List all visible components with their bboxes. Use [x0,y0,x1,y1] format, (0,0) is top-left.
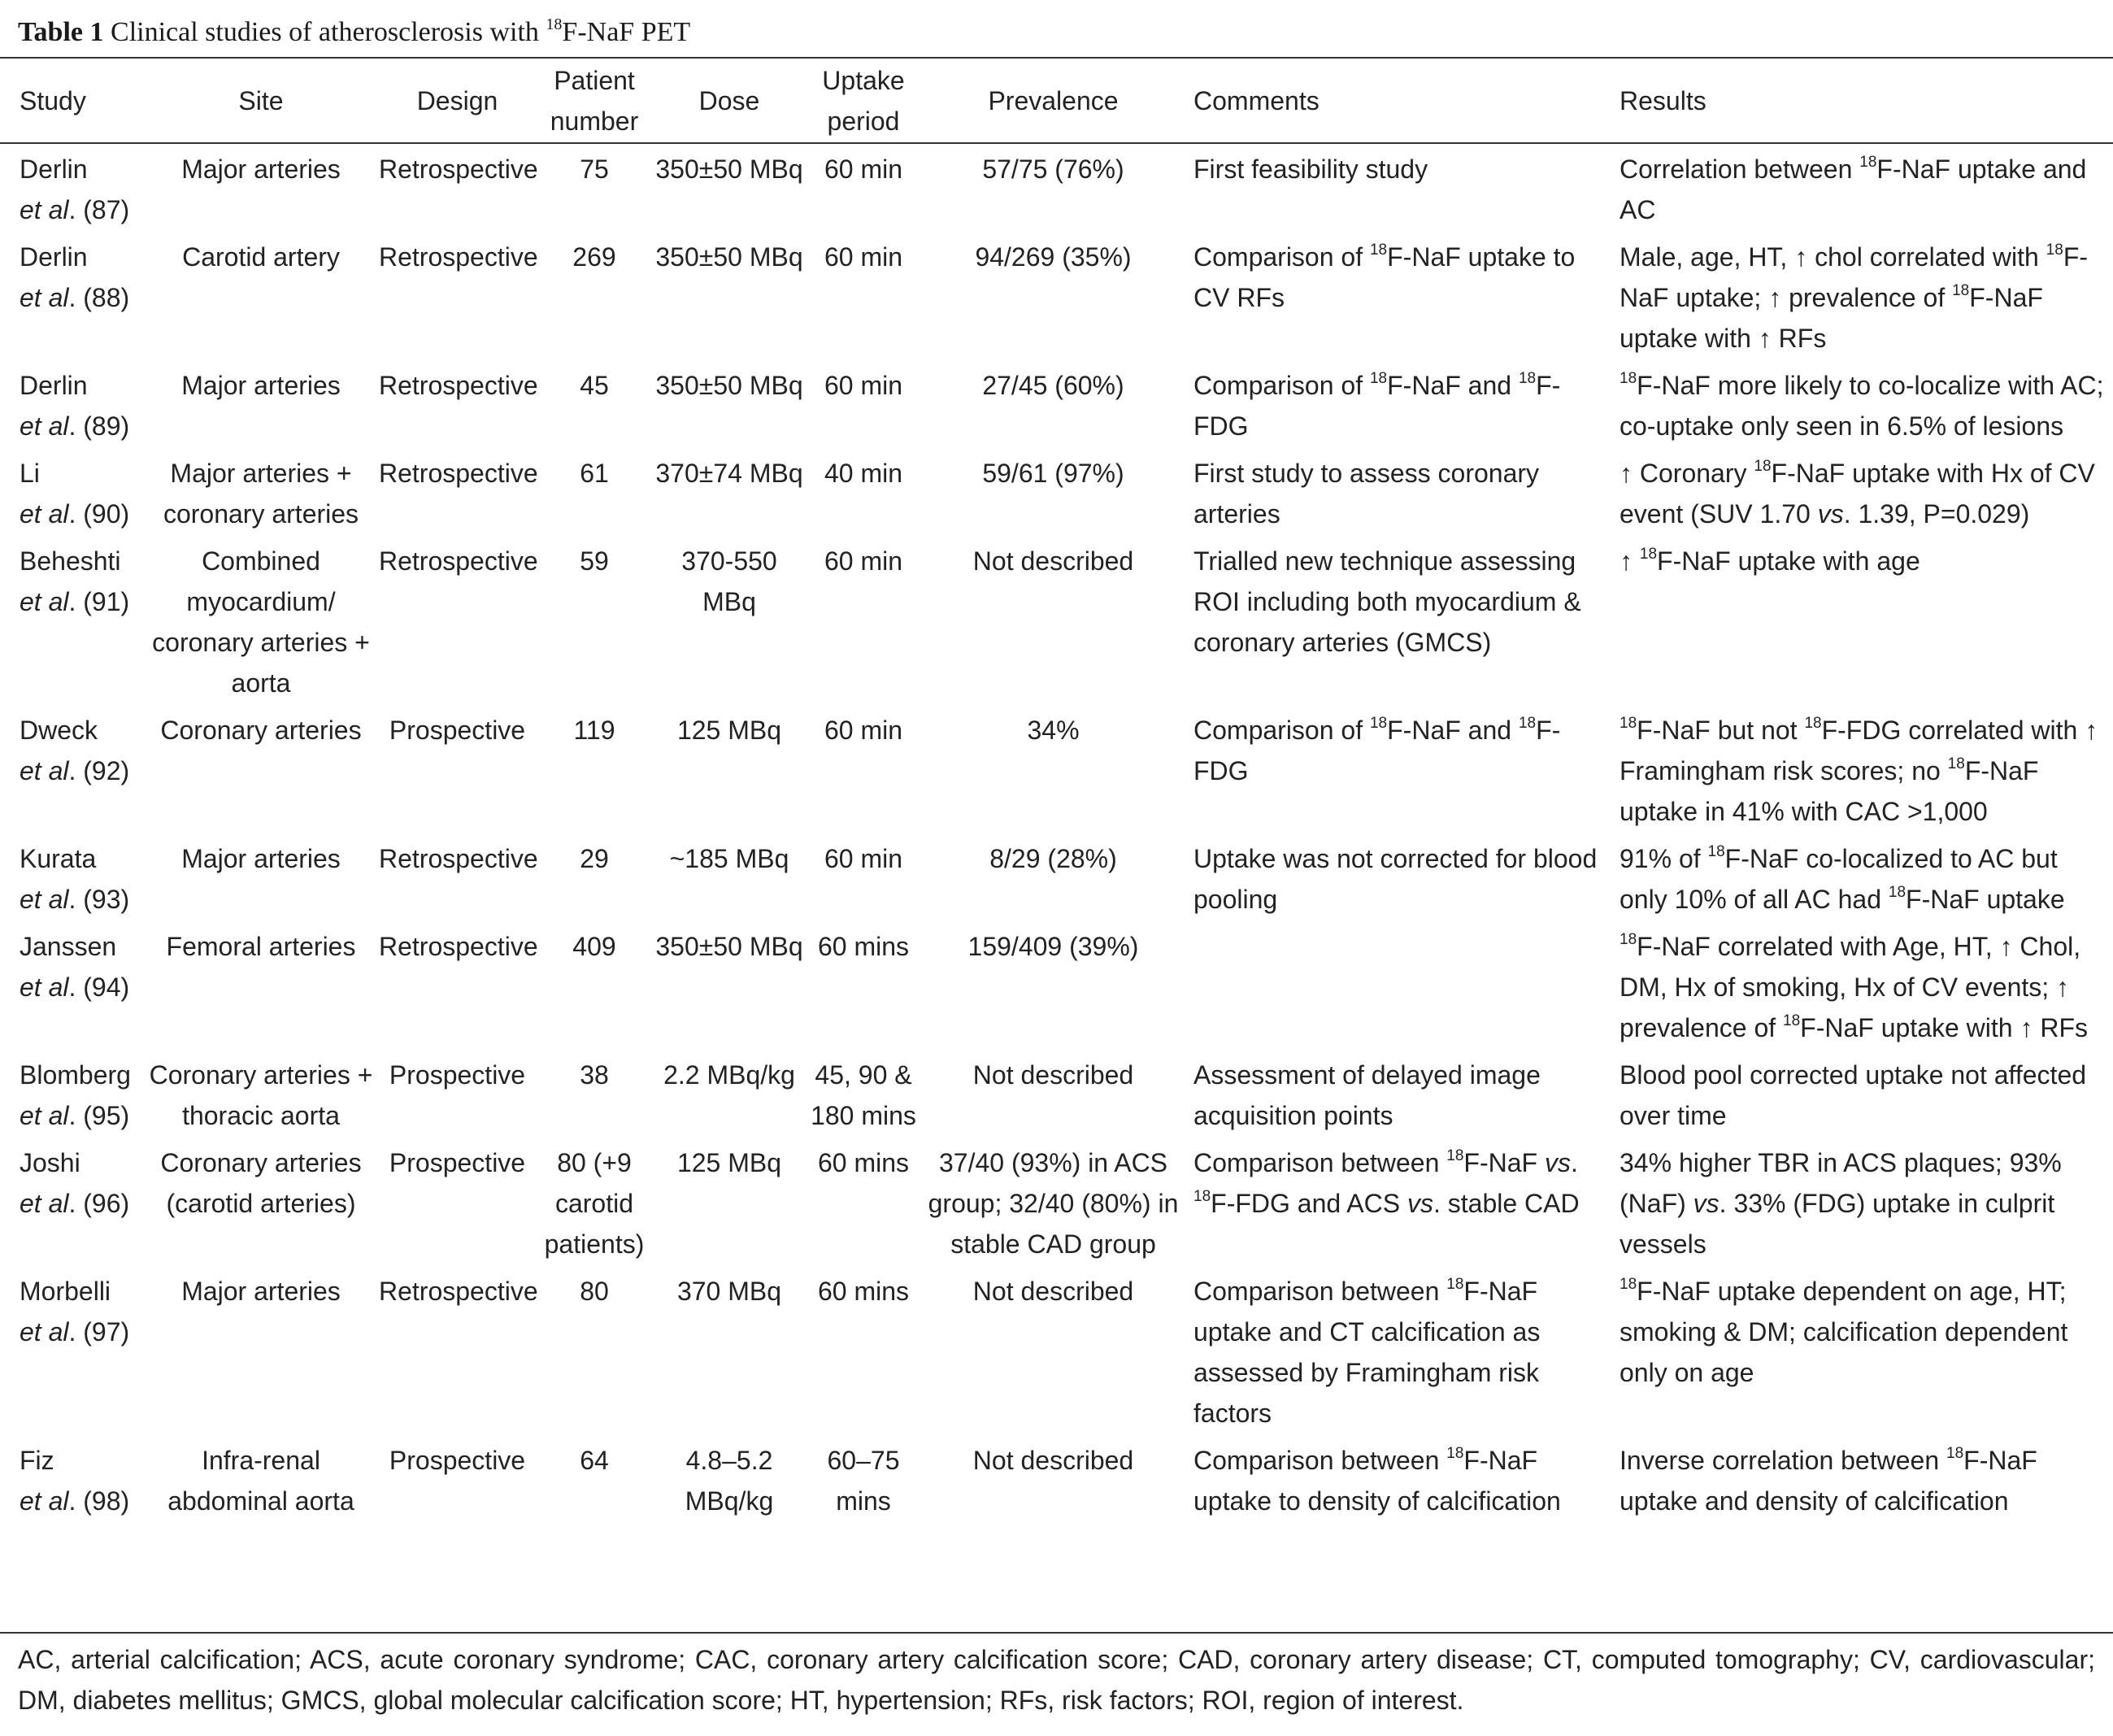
cell-design: Retrospective [379,154,538,184]
cell-design: Retrospective [379,371,538,400]
isotope-superscript: 18 [1947,755,1965,772]
header-label-line: Study [20,85,86,115]
table-row [0,142,2113,230]
cell-design: Prospective [389,1060,526,1090]
cell-patient-number: 64 [580,1446,609,1475]
study-author: Joshi [20,1148,80,1177]
italic-text: vs [1693,1189,1720,1218]
study-et-al: et al [20,1101,69,1130]
study-et-al: et al [20,499,69,529]
cell-patient-number: 119 [573,716,615,745]
cell-uptake-period: 60 min [824,844,903,873]
italic-text: vs [1406,1189,1433,1218]
cell-results: ↑ Coronary $^{18}$F-NaF uptake with Hx of CV event (SUV 1.70 vs. 1.39, P=0.029) [1620,458,2095,529]
cell-comments: First study to assess coronary arteries [1193,459,1540,529]
table-row [0,920,2113,1048]
study-et-al: et al [20,1317,69,1347]
isotope-superscript: 18 [1369,370,1388,387]
study-reference: (90) [83,499,130,529]
cell-dose: 350±50 MBq [655,242,803,272]
study-author: Morbelli [20,1277,111,1306]
caption-text: Clinical studies of atherosclerosis with [111,17,539,47]
table-row [0,1434,2113,1521]
cell-prevalence: Not described [972,546,1134,576]
cell-prevalence: 59/61 (97%) [982,459,1124,488]
table-row [0,832,2113,920]
cell-comments: First feasibility study [1193,154,1428,184]
study-et-al: et al [20,756,69,785]
study-et-al: et al [20,972,69,1002]
cell-uptake-period: 60 min [824,154,903,184]
cell-results: Male, age, HT, ↑ chol correlated with $^{18}$F-NaF uptake; ↑ prevalence of $^{18}$F-NaF uptake with ↑ RFs [1620,241,2089,353]
isotope-superscript: 18 [1946,1445,1964,1462]
studies-table [0,59,2113,1521]
cell-prevalence: 37/40 (93%) in ACS group; 32/40 (80%) in stable CAD group [928,1148,1179,1259]
cell-design: Prospective [389,716,526,745]
isotope-superscript: 18 [1620,1276,1637,1293]
cell-site: Major arteries [181,844,341,873]
cell-dose: 350±50 MBq [655,932,803,961]
cell-comments: Comparison between $^{18}$F-NaF uptake and CT calcification as assessed by Framingham risk factors [1193,1276,1541,1428]
study-et-al: et al [20,885,69,914]
cell-prevalence: 57/75 (76%) [982,154,1124,184]
study-reference: (98) [83,1486,130,1516]
header-label-line: Design [416,85,498,115]
cell-uptake-period: 60 min [824,371,903,400]
cell-design: Prospective [389,1148,526,1177]
cell-comments: Comparison of $^{18}$F-NaF uptake to CV RFs [1193,241,1576,312]
study-reference: (95) [83,1101,130,1130]
cell-site: Coronary arteries + thoracic aorta [149,1060,373,1130]
cell-uptake-period: 45, 90 & 180 mins [811,1060,916,1130]
header-results [1611,59,2113,142]
cell-uptake-period: 60 mins [817,1148,910,1177]
table-row [0,534,2113,703]
isotope-superscript: 18 [1446,1445,1464,1462]
italic-text: vs [1544,1148,1571,1177]
cell-dose: 125 MBq [676,1148,782,1177]
cell-uptake-period: 60 mins [817,1277,910,1306]
isotope-superscript: 18 [1952,282,1970,299]
cell-dose: ~185 MBq [669,844,789,873]
cell-results: Correlation between $^{18}$F-NaF uptake and AC [1620,154,2087,224]
cell-results: $^{18}$F-NaF correlated with Age, HT, ↑ Chol, DM, Hx of smoking, Hx of CV events; ↑ prevalence of $^{18}$F-NaF uptake with ↑ RFs [1620,931,2089,1042]
cell-dose: 2.2 MBq/kg [663,1060,795,1090]
cell-comments: Comparison of $^{18}$F-NaF and $^{18}$F-FDG [1193,715,1561,785]
cell-dose: 350±50 MBq [655,154,803,184]
cell-results: Inverse correlation between $^{18}$F-NaF uptake and density of calcification [1620,1445,2037,1516]
italic-text: vs [1817,499,1844,529]
study-author: Li [20,459,40,488]
header-dose [653,59,806,142]
cell-design: Retrospective [379,242,538,272]
table-label: Table 1 [18,17,104,47]
isotope-superscript: 18 [1888,884,1906,901]
cell-results: $^{18}$F-NaF more likely to co-localize with AC; co-uptake only seen in 6.5% of lesions [1620,370,2104,441]
study-reference: (91) [83,587,130,616]
cell-site: Carotid artery [182,242,340,272]
cell-uptake-period: 60 min [824,716,903,745]
cell-study: Janssen et al. (94) [20,932,130,1002]
header-label-line: Dose [698,85,760,115]
isotope-superscript: 18 [1754,458,1772,475]
cell-uptake-period: 60 min [824,546,903,576]
cell-dose: 4.8–5.2 MBq/kg [685,1446,774,1516]
isotope-superscript: 18 [1620,715,1637,732]
study-et-al: et al [20,1189,69,1218]
isotope-superscript: 18 [1446,1276,1464,1293]
header-site [143,59,379,142]
study-reference: (92) [83,756,130,785]
cell-site: Coronary arteries [160,716,362,745]
cell-results: Blood pool corrected uptake not affected over time [1620,1060,2087,1130]
study-et-al: et al [20,1486,69,1516]
study-author: Derlin [20,154,88,184]
cell-dose: 370 MBq [676,1277,782,1306]
cell-comments: Assessment of delayed image acquisition points [1193,1060,1541,1130]
cell-design: Retrospective [379,1277,538,1306]
cell-study: Dweck et al. (92) [20,716,130,785]
cell-site: Combined myocardium/ coronary arteries + aorta [152,546,370,698]
isotope-superscript: 18 [1707,843,1725,860]
cell-uptake-period: 60–75 mins [827,1446,900,1516]
cell-uptake-period: 60 min [824,242,903,272]
header-uptake-period [806,59,921,142]
study-author: Derlin [20,242,88,272]
cell-study: Kurata et al. (93) [20,844,130,914]
header-label-line: Patient [554,65,635,95]
table-row [0,1048,2113,1136]
cell-dose: 350±50 MBq [655,371,803,400]
cell-study: Morbelli et al. (97) [20,1277,130,1347]
cell-design: Retrospective [379,459,538,488]
study-reference: (87) [83,195,130,224]
study-et-al: et al [20,587,69,616]
header-label-line: Comments [1193,85,1320,115]
header-label-line: Prevalence [988,85,1119,115]
cell-comments: Uptake was not corrected for blood pooling [1193,844,1598,914]
cell-results: $^{18}$F-NaF but not $^{18}$F-FDG correlated with ↑ Framingham risk scores; no $^{18}$F-NaF uptake in 41% with CAC >1,000 [1620,715,2098,826]
cell-study: Li et al. (90) [20,459,130,529]
study-reference: (97) [83,1317,130,1347]
cell-prevalence: Not described [972,1277,1134,1306]
isotope-superscript: 18 [1620,931,1637,948]
cell-study: Derlin et al. (89) [20,371,130,441]
caption-text-end: F-NaF PET [562,17,691,47]
table-row [0,230,2113,359]
study-author: Dweck [20,716,98,745]
cell-patient-number: 269 [572,242,616,272]
cell-patient-number: 45 [580,371,609,400]
header-label-line: Uptake [822,65,905,95]
cell-prevalence: Not described [972,1446,1134,1475]
header-study [0,59,143,142]
cell-comments: Trialled new technique assessing ROI including both myocardium & coronary arteries (GMCS) [1193,546,1581,657]
cell-site: Infra-renal abdominal aorta [167,1446,354,1516]
study-et-al: et al [20,411,69,441]
isotope-superscript: 18 [1804,715,1822,732]
cell-prevalence: 94/269 (35%) [975,242,1132,272]
cell-prevalence: Not described [972,1060,1134,1090]
cell-study: Derlin et al. (88) [20,242,130,312]
cell-patient-number: 80 (+9 carotid patients) [544,1148,645,1259]
table-body [0,142,2113,1521]
cell-patient-number: 59 [580,546,609,576]
isotope-superscript: 18 [1518,715,1537,732]
table-row [0,446,2113,534]
isotope-superscript: 18 [1518,370,1537,387]
cell-comments: Comparison of $^{18}$F-NaF and $^{18}$F-FDG [1193,370,1561,441]
cell-comments: Comparison between $^{18}$F-NaF uptake to density of calcification [1193,1445,1561,1516]
isotope-superscript: 18 [1639,546,1658,563]
study-reference: (89) [83,411,130,441]
study-reference: (88) [83,283,130,312]
cell-study: Beheshti et al. (91) [20,546,130,616]
cell-site: Major arteries + coronary arteries [163,459,359,529]
study-author: Blomberg [20,1060,131,1090]
header-label-line: number [550,106,639,136]
cell-comments [1185,920,1611,1048]
isotope-superscript: 18 [1783,1012,1801,1029]
isotope-superscript: 18 [1369,715,1388,732]
header-label-line: Site [238,85,284,115]
cell-site: Major arteries [181,371,341,400]
cell-study: Fiz et al. (98) [20,1446,130,1516]
cell-study: Derlin et al. (87) [20,154,130,224]
isotope-superscript: 18 [1193,1188,1211,1205]
cell-results: ↑ $^{18}$F-NaF uptake with age [1620,546,1920,576]
bottom-rule [0,1632,2113,1634]
cell-results: $^{18}$F-NaF uptake dependent on age, HT; smoking & DM; calcification dependent only on age [1620,1276,2068,1387]
study-author: Derlin [20,371,88,400]
table-row [0,703,2113,832]
cell-uptake-period: 40 min [824,459,903,488]
cell-patient-number: 75 [580,154,609,184]
table-caption [18,10,690,55]
isotope-superscript: 18 [1620,370,1637,387]
cell-prevalence: 8/29 (28%) [989,844,1117,873]
cell-dose: 370-550 MBq [681,546,777,616]
study-reference: (93) [83,885,130,914]
cell-prevalence: 27/45 (60%) [982,371,1124,400]
cell-site: Major arteries [181,1277,341,1306]
header-prevalence [921,59,1185,142]
cell-prevalence: 34% [1027,716,1080,745]
header-label-line: period [827,106,900,136]
study-author: Janssen [20,932,117,961]
study-et-al: et al [20,195,69,224]
study-reference: (94) [83,972,130,1002]
study-author: Beheshti [20,546,121,576]
table-row [0,359,2113,446]
cell-patient-number: 409 [572,932,616,961]
cell-site: Major arteries [181,154,341,184]
cell-uptake-period: 60 mins [817,932,910,961]
table-row [0,1264,2113,1434]
header-design [379,59,536,142]
cell-prevalence: 159/409 (39%) [967,932,1139,961]
cell-patient-number: 61 [580,459,609,488]
cell-patient-number: 38 [580,1060,609,1090]
cell-study: Blomberg et al. (95) [20,1060,131,1130]
isotope-superscript: 18 [2046,241,2063,259]
table-row [0,1136,2113,1264]
header-patient-number [536,59,653,142]
isotope-superscript: 18 [1369,241,1388,259]
cell-design: Retrospective [379,844,538,873]
caption-superscript: 18 [546,15,563,33]
cell-dose: 370±74 MBq [655,459,803,488]
study-reference: (96) [83,1189,130,1218]
table-header-row [0,59,2113,142]
cell-dose: 125 MBq [676,716,782,745]
isotope-superscript: 18 [1859,154,1877,171]
cell-site: Femoral arteries [166,932,356,961]
header-label-line: Results [1620,85,1706,115]
cell-patient-number: 80 [580,1277,609,1306]
header-comments [1185,59,1611,142]
study-author: Kurata [20,844,97,873]
cell-study: Joshi et al. (96) [20,1148,130,1218]
cell-patient-number: 29 [580,844,609,873]
study-et-al: et al [20,283,69,312]
cell-results: 34% higher TBR in ACS plaques; 93% (NaF) vs. 33% (FDG) uptake in culprit vessels [1620,1148,2062,1259]
isotope-superscript: 18 [1446,1147,1464,1164]
cell-site: Coronary arteries (carotid arteries) [160,1148,362,1218]
cell-comments: Comparison between $^{18}$F-NaF vs. $^{18}$F-FDG and ACS vs. stable CAD [1193,1147,1580,1218]
cell-design: Retrospective [379,932,538,961]
table-footnote: AC, arterial calcification; ACS, acute coronary syndrome; CAC, coronary artery calcification score; CAD, coronary artery disease; CT, computed tomography; CV, cardiovascular; DM, diabetes mellitus; GMCS, global molecular calcification score; HT, hypertension; RFs, risk factors; ROI, region of interest. [18,1645,2095,1715]
cell-design: Prospective [389,1446,526,1475]
cell-design: Retrospective [379,546,538,576]
study-author: Fiz [20,1446,54,1475]
cell-results: 91% of $^{18}$F-NaF co-localized to AC but only 10% of all AC had $^{18}$F-NaF uptake [1620,843,2065,914]
